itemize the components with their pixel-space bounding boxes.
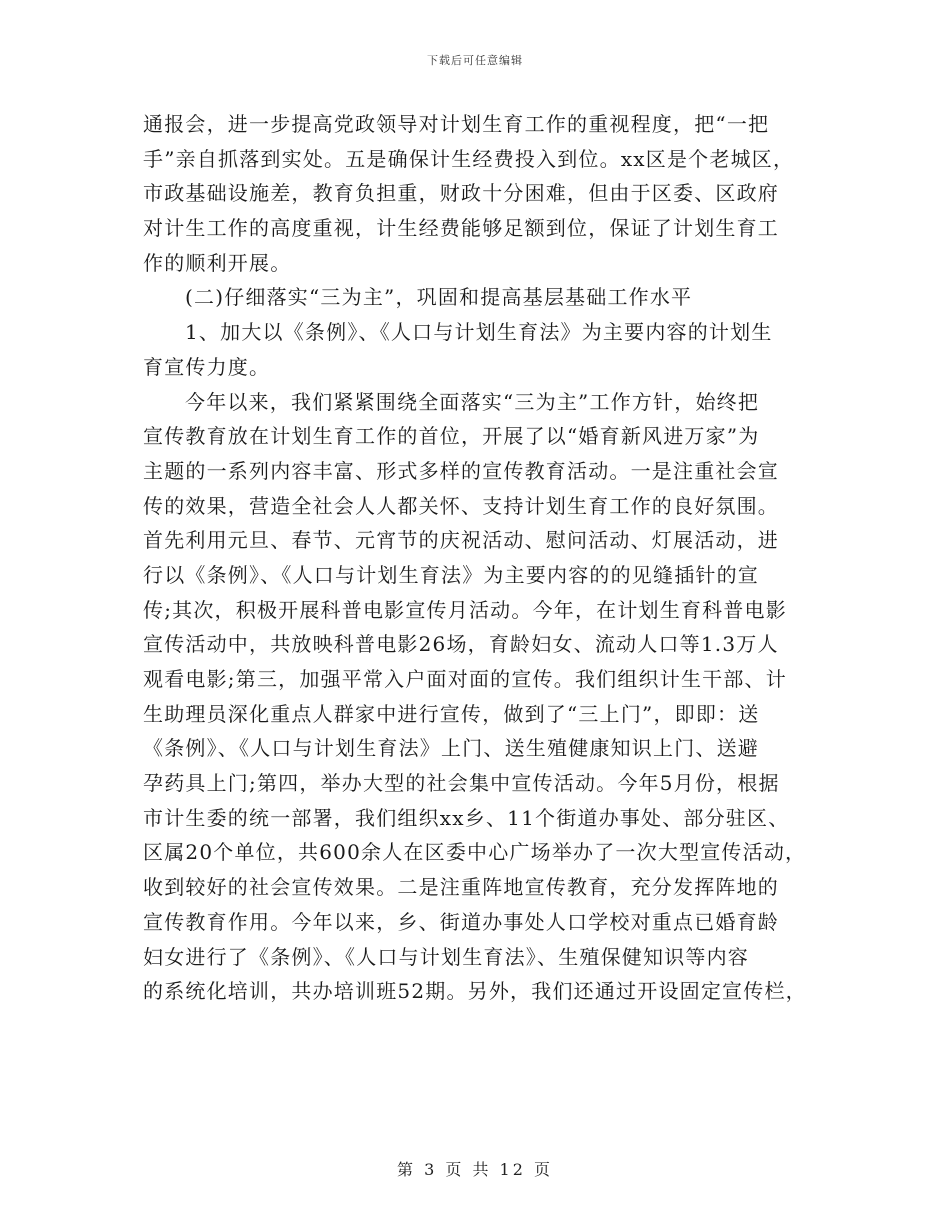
text-line: 手”亲自抓落到实处。五是确保计生经费投入到位。xx区是个老城区， [143,146,795,171]
text-line: 行以《条例》、《人口与计划生育法》为主要内容的的见缝插针的宣 [143,562,759,587]
page-footer: 第 3 页 共 12 页 [397,1160,553,1179]
text-line: 宣传教育作用。今年以来，乡、街道办事处人口学校对重点已婚育龄 [143,909,779,934]
text-line: 对计生工作的高度重视，计生经费能够足额到位，保证了计划生育工 [143,216,779,241]
text-line: 今年以来，我们紧紧围绕全面落实“三为主”工作方针，始终把 [185,389,760,414]
text-line: 通报会，进一步提高党政领导对计划生育工作的重视程度，把“一把 [143,112,770,136]
text-line: 区属20个单位，共600余人在区委中心广场举办了一次大型宣传活动， [143,840,807,865]
text-line: 孕药具上门;第四，举办大型的社会集中宣传活动。今年5月份，根据 [143,771,780,796]
text-line: 1、加大以《条例》、《人口与计划生育法》为主要内容的计划生 [185,320,773,345]
text-line: 的系统化培训，共办培训班52期。另外，我们还通过开设固定宣传栏， [143,979,807,1004]
text-line: 市计生委的统一部署，我们组织xx乡、11个街道办事处、部分驻区、 [143,805,790,830]
text-line: 宣传教育放在计划生育工作的首位，开展了以“婚育新风进万家”为 [143,424,760,449]
text-line: 育宣传力度。 [143,354,271,379]
text-line: 观看电影;第三，加强平常入户面对面的宣传。我们组织计生干部、计 [143,667,787,691]
text-line: 妇女进行了《条例》、《人口与计划生育法》、生殖保健知识等内容 [143,944,749,969]
page-header: 下载后可任意编辑 [427,54,523,67]
text-line: 传;其次，积极开展科普电影宣传月活动。今年，在计划生育科普电影 [143,597,787,622]
text-line: 收到较好的社会宣传效果。二是注重阵地宣传教育，充分发挥阵地的 [143,875,779,900]
text-line: 首先利用元旦、春节、元宵节的庆祝活动、慰问活动、灯展活动，进 [143,528,779,553]
text-line: 作的顺利开展。 [143,250,292,275]
text-line: (二)仔细落实“三为主”，巩固和提高基层基础工作水平 [185,285,693,310]
text-line: 宣传活动中，共放映科普电影26场，育龄妇女、流动人口等1.3万人 [143,632,779,657]
text-line: 传的效果，营造全社会人人都关怀、支持计划生育工作的良好氛围。 [143,493,779,518]
text-line: 主题的一系列内容丰富、形式多样的宣传教育活动。一是注重社会宣 [143,458,779,483]
text-line: 市政基础设施差，教育负担重，财政十分困难，但由于区委、区政府 [143,181,779,206]
text-line: 《条例》、《人口与计划生育法》上门、送生殖健康知识上门、送避 [143,736,759,761]
document-body [143,107,815,1009]
text-line: 生助理员深化重点人群家中进行宣传，做到了“三上门”，即即：送 [143,701,760,726]
